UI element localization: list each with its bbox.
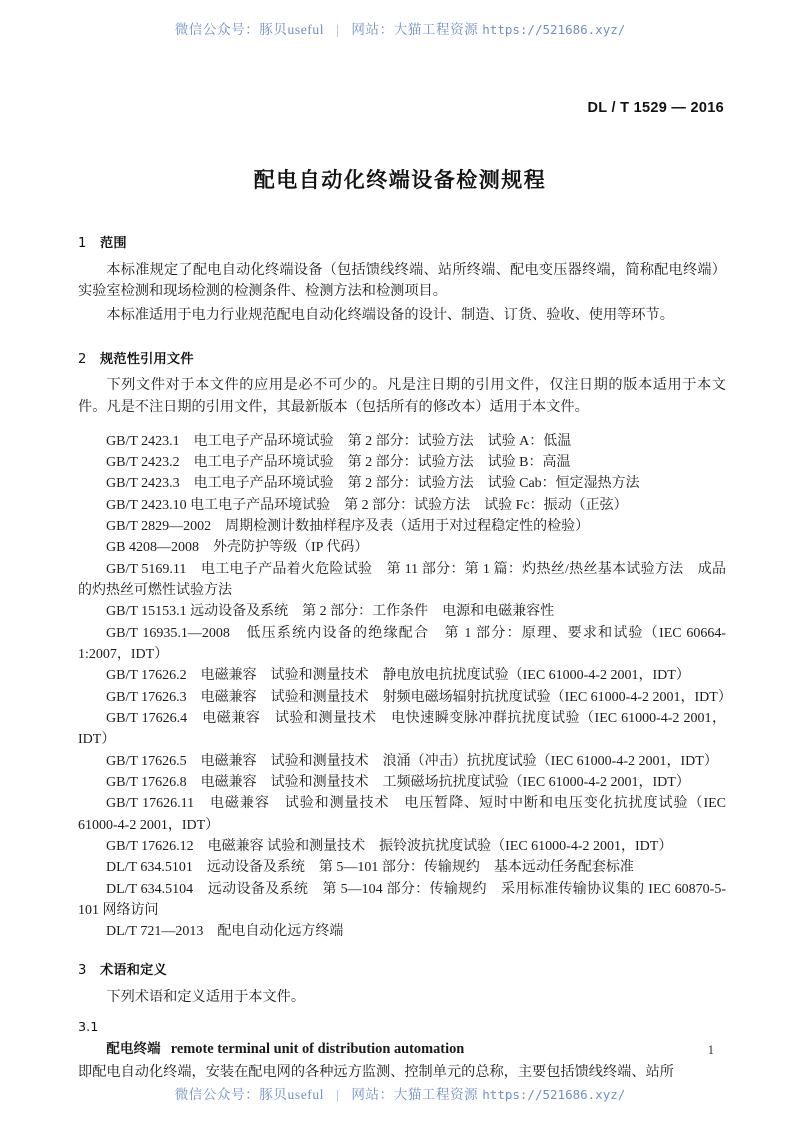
- clause-3-number: 3: [78, 962, 87, 978]
- reference-item: GB/T 17626.5 电磁兼容 试验和测量技术 浪涌（冲击）抗扰度试验（IEC 61000-4-2 2001，IDT）: [106, 753, 718, 769]
- block-spacer: [78, 339, 726, 352]
- subclause-3-1-number: 3.1: [78, 1020, 99, 1036]
- clause-1-paragraph-1: 本标准规定了配电自动化终端设备（包括馈线终端、站所终端、配电变压器终端，简称配电终端）实验室检测和现场检测的检测条件、检测方法和检测项目。: [78, 261, 726, 300]
- watermark-site-label: 网站：大猫工程资源: [351, 1087, 479, 1102]
- reference-item: GB/T 17626.4 电磁兼容 试验和测量技术 电快速瞬变脉冲群抗扰度试验（IEC 61000-4-2 2001，IDT）: [78, 711, 726, 748]
- reference-item: GB/T 16935.1—2008 低压系统内设备的绝缘配合 第 1 部分：原理、要求和试验（IEC 60664-1:2007，IDT）: [78, 625, 726, 663]
- reference-item: GB 4208—2008 外壳防护等级（IP 代码）: [106, 540, 369, 556]
- watermark-url: https://521686.xyz/: [482, 22, 626, 37]
- page-number: 1: [707, 1043, 714, 1057]
- subclause-3-1: [78, 1020, 726, 1083]
- subclause-3-1-term: [78, 1039, 726, 1061]
- reference-item: GB/T 5169.11 电工电子产品着火危险试验 第 11 部分：第 1 篇：灼热丝/热丝基本试验方法 成品的灼热丝可燃性试验方法: [78, 561, 726, 598]
- clause-3-title: 术语和定义: [100, 962, 167, 978]
- watermark-wechat-label: 微信公众号：豚贝useful: [174, 22, 325, 37]
- reference-item: GB/T 2423.3 电工电子产品环境试验 第 2 部分：试验方法 试验 Cab：恒定湿热方法: [106, 476, 640, 492]
- subclause-3-1-definition: 即配电自动化终端，安装在配电网的各种远方监测、控制单元的总称，主要包括馈线终端、站所: [78, 1063, 674, 1080]
- normative-references-list: [78, 431, 732, 943]
- document-body: [78, 236, 732, 1085]
- clause-1-title: 范围: [100, 236, 127, 251]
- reference-item: GB/T 17626.11 电磁兼容 试验和测量技术 电压暂降、短时中断和电压变化抗扰度试验（IEC 61000-4-2 2001，IDT）: [78, 796, 726, 833]
- clause-1: [78, 236, 726, 327]
- watermark-site-label: 网站：大猫工程资源: [351, 22, 479, 37]
- reference-item: GB/T 2423.1 电工电子产品环境试验 第 2 部分：试验方法 试验 A：低温: [106, 433, 572, 449]
- term-chinese: 配电终端: [106, 1042, 161, 1058]
- clause-2-title: 规范性引用文件: [100, 351, 194, 367]
- clause-3-paragraph-1: 下列术语和定义适用于本文件。: [106, 988, 306, 1005]
- page-title: 配电自动化终端设备检测规程: [253, 168, 547, 192]
- watermark-top: [0, 18, 800, 38]
- clause-2-paragraph-1: 下列文件对于本文件的应用是必不可少的。凡是注日期的引用文件，仅注日期的版本适用于本文件。凡是不注日期的引用文件，其最新版本（包括所有的修改本）适用于本文件。: [78, 377, 726, 415]
- term-english: remote terminal unit of distribution automation: [170, 1041, 465, 1058]
- reference-item: GB/T 17626.12 电磁兼容 试验和测量技术 振铃波抗扰度试验（IEC 61000-4-2 2001，IDT）: [106, 839, 673, 855]
- reference-item: GB/T 2423.2 电工电子产品环境试验 第 2 部分：试验方法 试验 B：高温: [106, 454, 571, 470]
- clause-2-number: 2: [78, 351, 87, 367]
- clause-3-heading: [78, 963, 726, 979]
- watermark-bottom: [0, 1083, 800, 1103]
- clause-2: [78, 351, 732, 943]
- block-spacer: [78, 953, 726, 963]
- reference-item: GB/T 2829—2002 周期检测计数抽样程序及表（适用于对过程稳定性的检验）: [106, 518, 590, 534]
- watermark-url: https://521686.xyz/: [482, 1087, 626, 1102]
- reference-item: DL/T 634.5101 远动设备及系统 第 5—101 部分：传输规约 基本远动任务配套标准: [106, 860, 634, 876]
- reference-item: GB/T 15153.1 远动设备及系统 第 2 部分：工作条件 电源和电磁兼容性: [106, 604, 555, 620]
- reference-item: GB/T 17626.3 电磁兼容 试验和测量技术 射频电磁场辐射抗扰度试验（IEC 61000-4-2 2001，IDT）: [106, 689, 732, 705]
- reference-item: GB/T 17626.2 电磁兼容 试验和测量技术 静电放电抗扰度试验（IEC 61000-4-2 2001，IDT）: [106, 668, 690, 684]
- watermark-separator: |: [336, 22, 340, 37]
- clause-1-paragraph-2: 本标准适用于电力行业规范配电自动化终端设备的设计、制造、订货、验收、使用等环节。: [106, 307, 674, 323]
- reference-item: DL/T 634.5104 远动设备及系统 第 5—104 部分：传输规约 采用标准传输协议集的 IEC 60870-5-101 网络访问: [78, 881, 726, 919]
- reference-item: GB/T 2423.10 电工电子产品环境试验 第 2 部分：试验方法 试验 Fc：振动（正弦）: [106, 497, 628, 513]
- clause-3: [78, 963, 726, 1084]
- clause-2-heading: [78, 352, 726, 368]
- standard-number: DL / T 1529 — 2016: [587, 100, 724, 116]
- watermark-separator: |: [336, 1087, 340, 1102]
- watermark-wechat-label: 微信公众号：豚贝useful: [174, 1087, 325, 1102]
- reference-item: DL/T 721—2013 配电自动化远方终端: [106, 924, 344, 940]
- reference-item: GB/T 17626.8 电磁兼容 试验和测量技术 工频磁场抗扰度试验（IEC 61000-4-2 2001，IDT）: [106, 775, 690, 791]
- clause-1-heading: [78, 236, 726, 252]
- clause-1-number: 1: [78, 236, 87, 251]
